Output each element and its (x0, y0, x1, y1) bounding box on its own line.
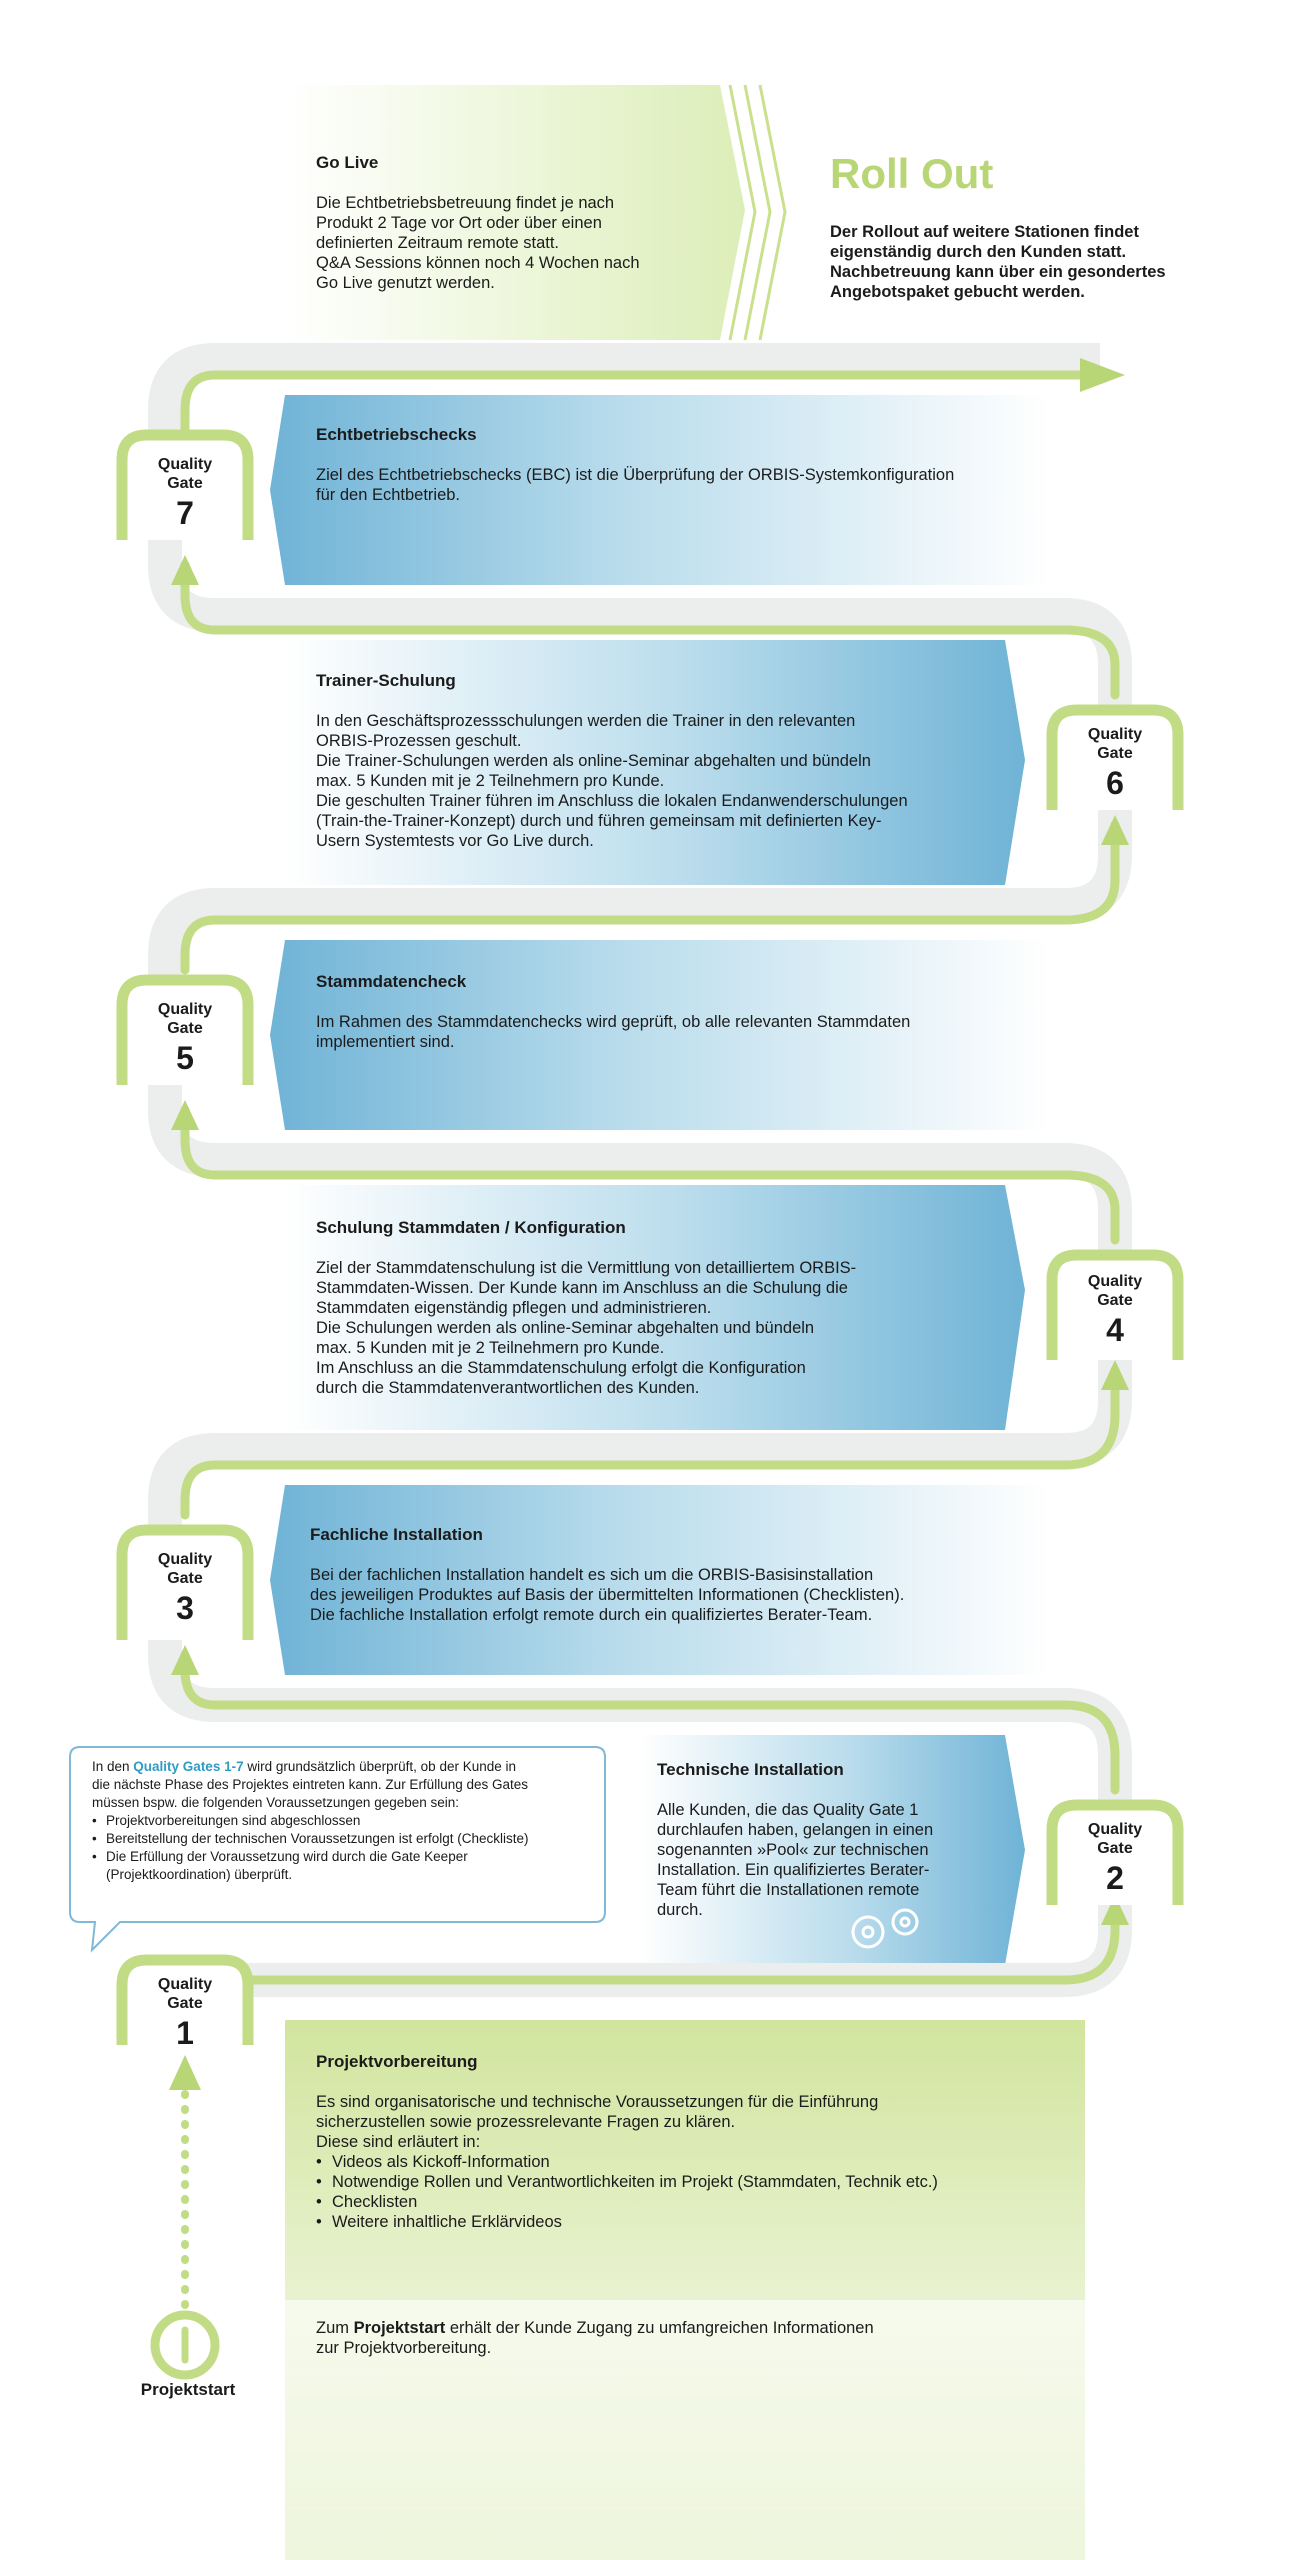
quality-gate-4: Quality Gate 4 (1060, 1272, 1170, 1350)
list-item: • Die Erfüllung der Voraussetzung wird durch die Gate Keeper (92, 1848, 622, 1866)
projekt-start-text: Zum Projektstart erhält der Kunde Zugang zu umfangreichen Informationen zur Projektvorbereitung. (316, 2319, 874, 2357)
gate-number: 3 (176, 1590, 194, 1626)
gate-number: 5 (176, 1040, 194, 1076)
ebc-title: Echtbetriebschecks (316, 425, 477, 444)
arrow-to-gate1 (169, 2055, 201, 2090)
projektstart-label: Projektstart (140, 2380, 236, 2399)
final-arrow (1080, 358, 1125, 392)
gate-number: 2 (1106, 1860, 1124, 1896)
quality-gate-6: Quality Gate 6 (1060, 725, 1170, 803)
quality-gate-7: Quality Gate 7 (130, 455, 240, 533)
gate-number: 7 (176, 495, 194, 531)
projekt-bullets (316, 2152, 938, 2232)
technisch-title: Technische Installation (657, 1760, 844, 1779)
golive-body: Die Echtbetriebsbetreuung findet je nach Produkt 2 Tage vor Ort oder über einen definierten Zeitraum remote statt. Q&A Sessions können noch 4 Wochen nach Go Live genutzt werden. (316, 194, 640, 292)
ebc-body: Ziel des Echtbetriebschecks (EBC) ist die Überprüfung der ORBIS-Systemkonfiguration für den Echtbetrieb. (316, 466, 955, 504)
stammcheck-body: Im Rahmen des Stammdatenchecks wird geprüft, ob alle relevanten Stammdaten implementiert sind. (316, 1013, 911, 1051)
technisch-section (657, 1760, 933, 1920)
callout-bullets (92, 1812, 622, 1866)
golive-chevron-3 (760, 85, 785, 340)
projekt-title: Projektvorbereitung (316, 2052, 478, 2071)
quality-gate-1: Quality Gate 1 (130, 1975, 240, 2053)
schulung-section (316, 1218, 856, 1398)
technisch-body: Alle Kunden, die das Quality Gate 1 durchlaufen haben, gelangen in einen sogenannten »Pool« zur technischen Installation. Ein qualifiziertes Berater- Team führt die Installationen remote durch. (657, 1801, 934, 1919)
quality-gates-highlight: Quality Gates 1-7 (133, 1759, 244, 1774)
quality-gate-3: Quality Gate 3 (130, 1550, 240, 1628)
list-item: • Notwendige Rollen und Verantwortlichkeiten im Projekt (Stammdaten, Technik etc.) (316, 2172, 938, 2192)
gate-number: 6 (1106, 765, 1124, 801)
projekt-body: Es sind organisatorische und technische Voraussetzungen für die Einführung sicherzustellen sowie prozessrelevante Fragen zu klären. Diese sind erläutert in: • Videos als Kickoff-Information • Notwendige Rollen und Verantwortlichkeiten im Projekt (Stammdaten, Technik etc.) • Checklisten • Weitere inhaltliche Erklärvideos (316, 2092, 938, 2232)
gate-number: 4 (1106, 1312, 1124, 1348)
gate-number: 1 (176, 2015, 194, 2051)
projekt-section (316, 2052, 938, 2232)
trainer-body: In den Geschäftsprozessschulungen werden die Trainer in den relevanten ORBIS-Prozessen geschult. Die Trainer-Schulungen werden als online-Seminar abgehalten und bündeln max. 5 Kunden mit je 2 Teilnehmern pro Kunde. Die geschulten Trainer führen im Anschluss die lokalen Endanwenderschulungen (Train-the-Trainer-Konzept) durch und führen gemeinsam mit definierten Key- Usern Systemtests vor Go Live durch. (316, 712, 908, 850)
quality-gate-5: Quality Gate 5 (130, 1000, 240, 1078)
projektstart-emphasis: Projektstart (353, 2319, 446, 2337)
quality-gate-2: Quality Gate 2 (1060, 1820, 1170, 1898)
trainer-title: Trainer-Schulung (316, 671, 456, 690)
schulung-title: Schulung Stammdaten / Konfiguration (316, 1218, 626, 1237)
list-item: • Projektvorbereitungen sind abgeschlossen (92, 1812, 622, 1830)
ebc-section (316, 425, 954, 505)
list-item: • Videos als Kickoff-Information (316, 2152, 938, 2172)
rollout-text: Der Rollout auf weitere Stationen findet eigenständig durch den Kunden statt. Nachbetreuung kann über ein gesondertes Angebotspaket gebucht werden. (830, 223, 1166, 301)
trainer-section (316, 671, 908, 851)
stammcheck-section (316, 972, 910, 1052)
list-item: • Checklisten (316, 2192, 938, 2212)
schulung-body: Ziel der Stammdatenschulung ist die Vermittlung von detailliertem ORBIS- Stammdaten-Wissen. Der Kunde kann im Anschluss an die Schulung die Stammdaten eigenständig pflegen und administrieren. Die Schulungen werden als online-Seminar abgehalten und bündeln max. 5 Kunden mit je 2 Teilnehmern pro Kunde. Im Anschluss an die Stammdatenschulung erfolgt die Konfiguration durch die Stammdatenverantwortlichen des Kunden. (316, 1259, 857, 1397)
stammcheck-title: Stammdatencheck (316, 972, 467, 991)
list-item: • Weitere inhaltliche Erklärvideos (316, 2212, 938, 2232)
list-item: • Bereitstellung der technischen Voraussetzungen ist erfolgt (Checkliste) (92, 1830, 622, 1848)
fachlich-section (310, 1525, 904, 1625)
quality-gate-callout: In den Quality Gates 1-7 wird grundsätzlich überprüft, ob der Kunde in die nächste Phase des Projektes eintreten kann. Zur Erfüllung des Gates müssen bspw. die folgenden Voraussetzungen gegeben sein: • Projektvorbereitungen sind abgeschlossen • Bereitstellung der technischen Voraussetzungen ist erfolgt (Checkliste) • Die Erfüllung der Voraussetzung wird durch die Gate Keeper (Projektkoordination) überprüft. (92, 1758, 622, 1884)
rollout-title: Roll Out (830, 150, 994, 197)
fachlich-title: Fachliche Installation (310, 1525, 483, 1544)
golive-section (316, 153, 640, 293)
golive-title: Go Live (316, 153, 379, 172)
fachlich-body: Bei der fachlichen Installation handelt es sich um die ORBIS-Basisinstallation des jeweiligen Produktes auf Basis der übermittelten Informationen (Checklisten). Die fachliche Installation erfolgt remote durch ein qualifiziertes Berater-Team. (310, 1566, 905, 1624)
